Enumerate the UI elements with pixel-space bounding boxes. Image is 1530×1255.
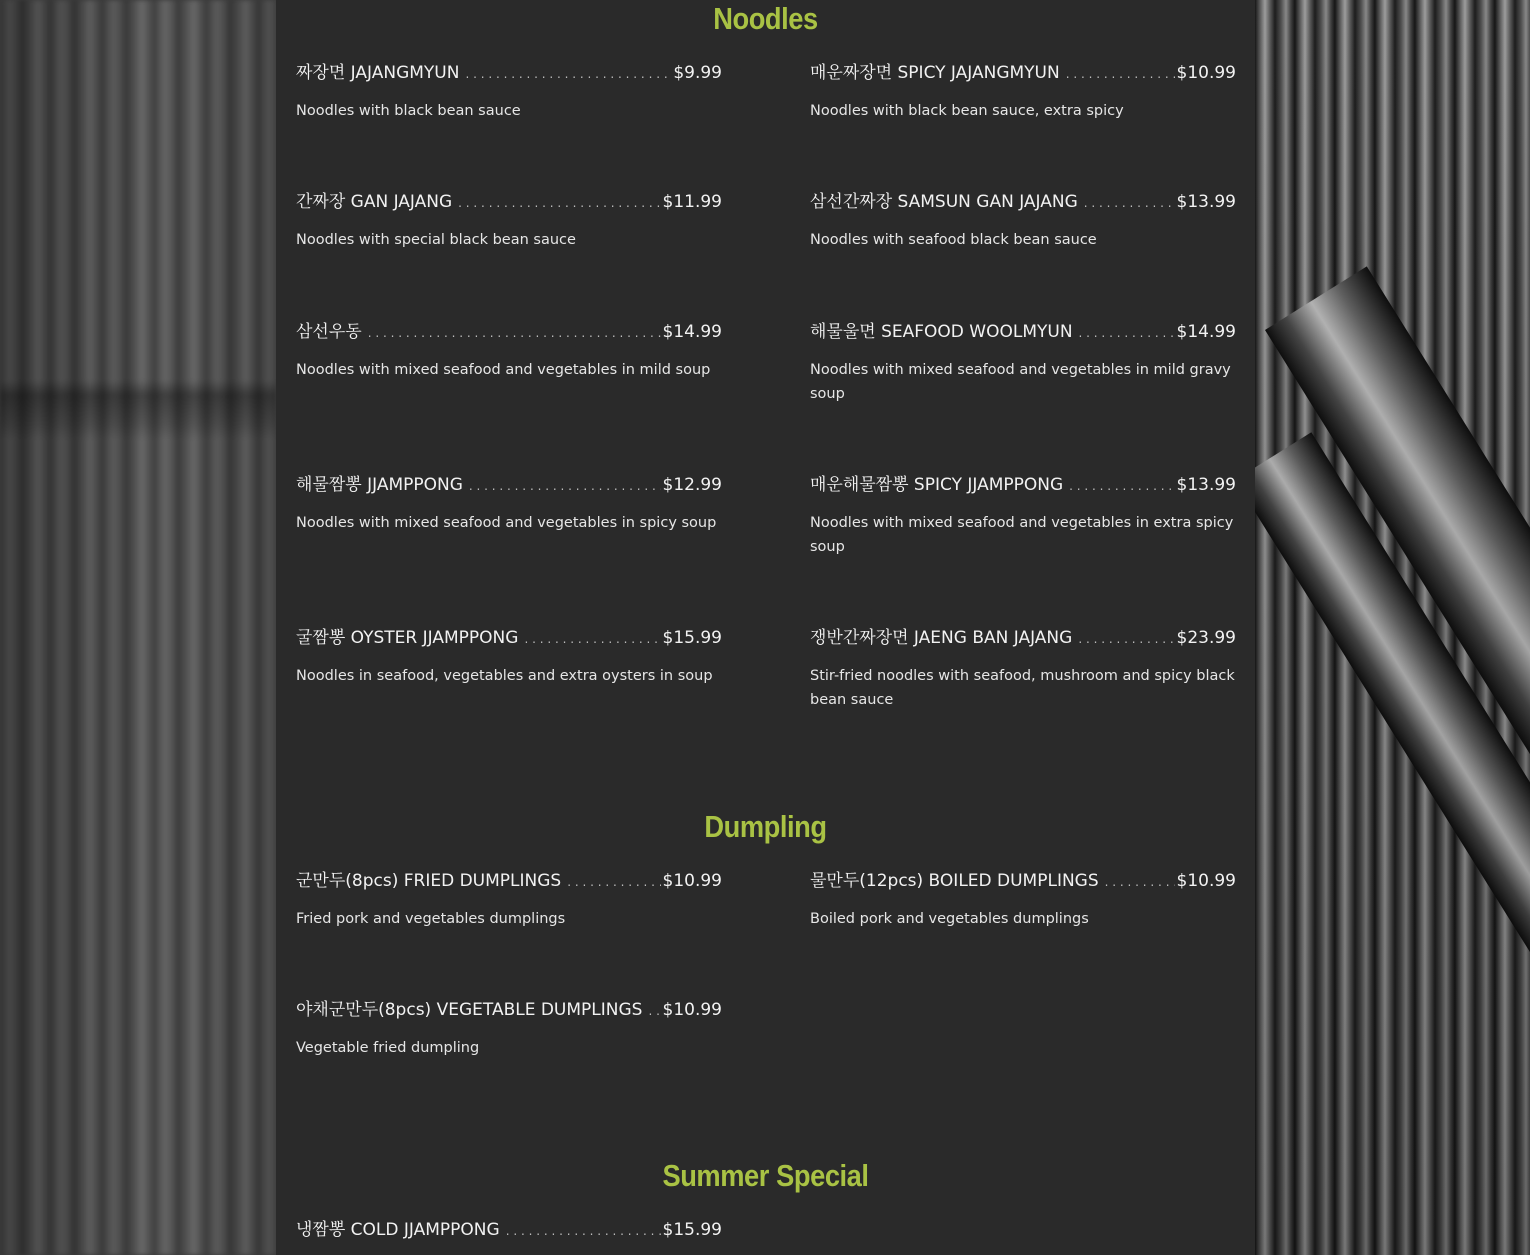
item-description: Noodles with seafood black bean sauce [810,232,1097,248]
item-price: $10.99 [662,1000,722,1020]
menu-item-cold-jjamppong [296,1215,722,1240]
item-price: $13.99 [1176,192,1236,212]
dot-leader [567,875,660,889]
dot-leader [648,1004,660,1018]
menu-item-jjamppong [296,470,722,535]
item-price: $14.99 [662,322,722,342]
section-title-dumpling: Dumpling [704,809,827,844]
item-description: Noodles with mixed seafood and vegetables in spicy soup [296,515,717,531]
section-title-summer-special: Summer Special [662,1158,869,1193]
dot-leader [458,196,660,210]
item-name: 군만두(8pcs) FRIED DUMPLINGS [296,871,562,891]
menu-item-samsun-gan-jajang [810,187,1236,252]
item-name: 굴짬뽕 OYSTER JJAMPPONG [296,628,519,648]
item-description: Noodles with special black bean sauce [296,232,576,248]
dot-leader [1079,326,1175,340]
item-description: Noodles in seafood, vegetables and extra oysters in soup [296,668,713,684]
item-price: $10.99 [1176,63,1236,83]
dot-leader [506,1224,661,1238]
dot-leader [1078,632,1174,646]
item-description: Noodles with black bean sauce, extra spicy [810,103,1124,119]
menu-panel [276,0,1255,1255]
dot-leader [524,632,660,646]
item-price: $10.99 [1176,871,1236,891]
item-description: Noodles with mixed seafood and vegetables in extra spicy soup [810,515,1234,555]
dot-leader [469,479,661,493]
menu-item-gan-jajang [296,187,722,252]
item-name: 해물울면 SEAFOOD WOOLMYUN [810,322,1073,342]
item-description: Noodles with mixed seafood and vegetables in mild soup [296,362,711,378]
menu-item-spicy-jajangmyun [810,58,1236,123]
item-name: 냉짬뽕 COLD JJAMPPONG [296,1220,500,1240]
menu-item-fried-dumplings [296,866,722,931]
item-name: 해물짬뽕 JJAMPPONG [296,475,463,495]
item-price: $9.99 [673,63,722,83]
dot-leader [368,326,661,340]
dot-leader [1066,67,1175,81]
item-description: Boiled pork and vegetables dumplings [810,911,1089,927]
section-title-noodles: Noodles [713,1,818,36]
item-price: $23.99 [1176,628,1236,648]
item-name: 매운해물짬뽕 SPICY JJAMPPONG [810,475,1064,495]
dot-leader [1084,196,1175,210]
item-name: 물만두(12pcs) BOILED DUMPLINGS [810,871,1099,891]
background-left-pipes [0,0,276,1255]
item-description: Noodles with black bean sauce [296,103,521,119]
item-name: 삼선간짜장 SAMSUN GAN JAJANG [810,192,1078,212]
item-price: $13.99 [1176,475,1236,495]
item-description: Stir-fried noodles with seafood, mushroom and spicy black bean sauce [810,668,1235,708]
item-name: 매운짜장면 SPICY JAJANGMYUN [810,63,1060,83]
menu-item-boiled-dumplings [810,866,1236,931]
item-price: $14.99 [1176,322,1236,342]
item-price: $15.99 [662,628,722,648]
item-price: $12.99 [662,475,722,495]
item-price: $15.99 [662,1220,722,1240]
menu-item-jaeng-ban-jajang [810,623,1236,712]
item-name: 간짜장 GAN JAJANG [296,192,453,212]
menu-item-vegetable-dumplings [296,995,722,1060]
item-name: 삼선우동 [296,322,362,342]
dot-leader [1105,875,1175,889]
dot-leader [1069,479,1174,493]
item-price: $11.99 [662,192,722,212]
menu-item-oyster-jjamppong [296,623,722,688]
menu-item-samsun-udong [296,317,722,382]
item-price: $10.99 [662,871,722,891]
background-shade [1255,0,1530,1255]
item-description: Vegetable fried dumpling [296,1040,480,1056]
item-name: 야채군만두(8pcs) VEGETABLE DUMPLINGS [296,1000,643,1020]
menu-item-spicy-jjamppong [810,470,1236,559]
menu-item-seafood-woolmyun [810,317,1236,406]
menu-item-jajangmyun [296,58,722,123]
item-description: Fried pork and vegetables dumplings [296,911,566,927]
item-name: 쟁반간짜장면 JAENG BAN JAJANG [810,628,1073,648]
item-name: 짜장면 JAJANGMYUN [296,63,460,83]
dot-leader [465,67,671,81]
item-description: Noodles with mixed seafood and vegetables in mild gravy soup [810,362,1231,402]
background-right-pipes [1255,0,1530,1255]
